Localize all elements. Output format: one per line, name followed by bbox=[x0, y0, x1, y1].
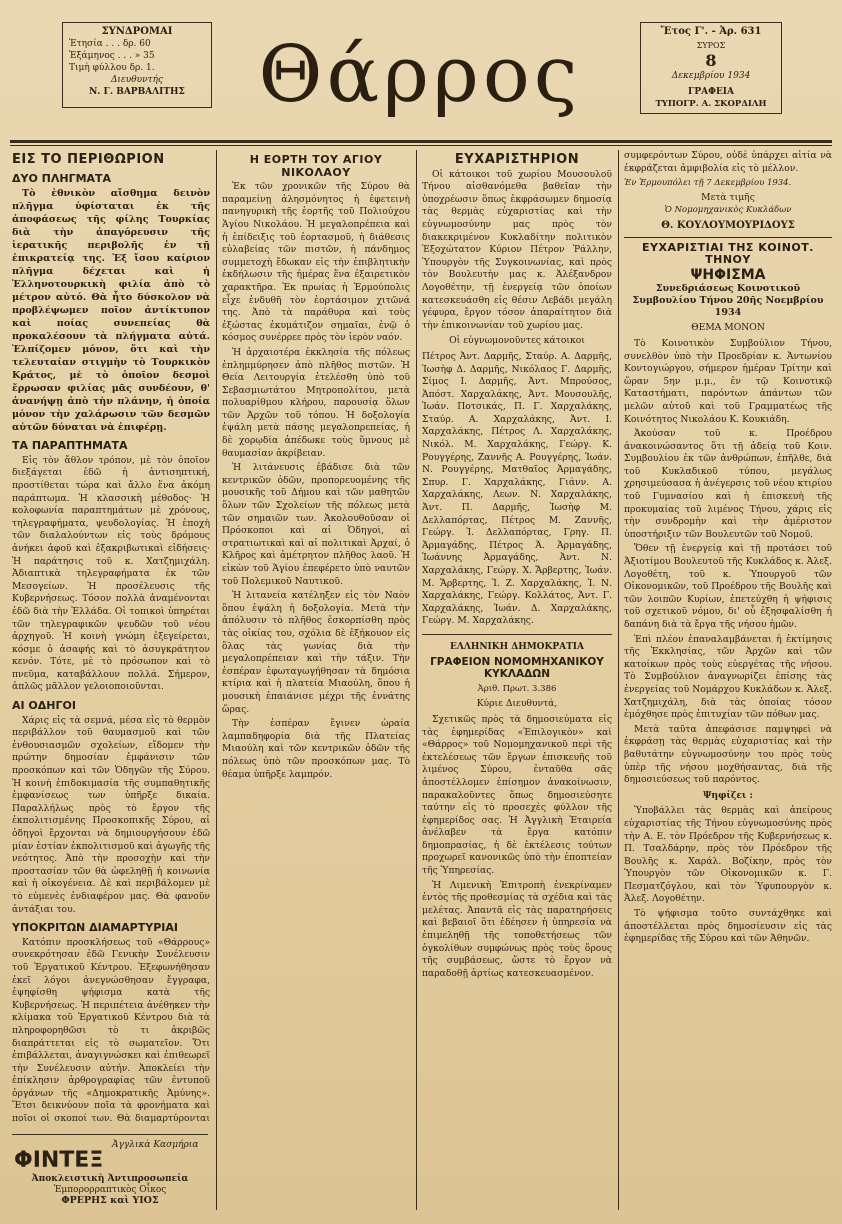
signatories-label: Οἱ εὐγνωμονοῦντες κάτοικοι bbox=[449, 335, 585, 347]
office-label: ΓΡΑΦΕΙΑ bbox=[687, 87, 735, 97]
signature-label: Μετὰ τιμῆς bbox=[701, 191, 755, 203]
column-4 bbox=[624, 150, 832, 1210]
ad-line-4: ΦΡΕΡΗΣ καὶ ΥΙΟΣ bbox=[61, 1195, 159, 1206]
topic-label: ΘΕΜΑ ΜΟΝΟΝ bbox=[691, 322, 765, 334]
column-4-heading: ΕΥΧΑΡΙΣΤΙΑΙ ΤΗΣ ΚΟΙΝΟΤ. ΤΗΝΟΥ bbox=[642, 240, 814, 267]
article-paragraph: Ἡ Λιμενικὴ Ἐπιτροπὴ ἐνεκρίναμεν ἐντὸς τῆς προθεσμίας τὰ σχέδια καὶ τὰς μελέτας. Ἀπαντᾶ εἰς τὰς παρατηρήσεις καὶ βεβαιοῖ ὅτι ἐδέησεν ἡ ὑπηρεσία νὰ ἐπιμεληθῇ τῆς τοποθετήσεως τῶν ὀγκολίθων συμφώνως πρὸς τοὺς ὅρους τῆς συμβάσεως, ὥστε τὸ ἔργον νὰ παραδοθῇ ἀρτίως κατεσκευασμένον. bbox=[422, 879, 612, 979]
article-paragraph: Τὴν ἑσπέραν ἔγινεν ὡραία λαμπαδηφορία διὰ τῆς Πλατείας Μιαούλη καὶ τῶν κεντρικῶν ὁδῶν τῆς πόλεως ὑπὸ τῶν προσκόπων μας. Τὸ θέαμα ὑπῆρξε λαμπρόν. bbox=[222, 718, 410, 780]
section-body: Εἰς τὸν ἄθλον τρόπον, μὲ τὸν ὁποῖον διεξάγεται ἐδῶ ἡ ἀντισηπτική, προστίθεται τώρα καὶ ἄλλο ἕνα ἀκόμη παράπτωμα. Ἡ κλασσικὴ μέθοδος· Ἡ κολοφωνία παραπτημάτων μὲ χρόνους, τηλεγραφήματα, ψευδολογίας. Ἡ ἐποχὴ τῶν διαλαλούντων εἰς τοὺς δρόμους ἀνήκει ἀφοῦ καὶ ἐξακριβωτικαὶ εἰδήσεις· Ἡ παράτησις τοῦ κ. Χατζημιχάλη. Ἀδιαπτικὰ τηλεγραφήματα ἐκ τῶν Μεσογείων. Ἡ προσέλευσις τῆς Κυβερνήσεως. Τόσον πολλὰ ἀναμένονται ἐδῶ διὰ τὴν Ἑλλάδα. Οἱ τοπικοὶ ὑπηρέται τῶν τηλεγραφικῶν ψευδῶν τοῦ νέου ἀρχηγοῦ. Ἡ κοινὴ γνώμη ἐξεγείρεται, κόσμε ὁ ἀσαφής καὶ τὸ ἀσυγκράτητον κενόν. Τότε, μὲ τὸ πρόσωπον καὶ τὸ πνεῦμα, καταβάλλουν πολλά. Σήμερον, ἀπλῶς μᾶλλον γελοιοποιοῦνται. bbox=[12, 454, 210, 693]
article-paragraph: Οἱ κάτοικοι τοῦ χωρίου Μουσουλοῦ Τήνου αἰσθανόμεθα βαθεῖαν τὴν ὑποχρέωσιν ὅπως ἐκφράσωμεν δημοσίᾳ τὰς θερμὰς εὐχαριστίας καὶ τὴν εὐγνωμοσύνην μας πρὸς τὸν διακεκριμένον Κυκλαδίτην πολιτικὸν Ἐξοχώτατον Κύριον Πέτρον Ῥάλλην, Ὑπουργὸν τῆς Συγκοινωνίας, καὶ πρὸς τὸν Βουλευτὴν μας κ. Ἀλέξανδρον Λογοθέτην, τῇ ἐνεργείᾳ τῶν ὁποίων κατεσκευάσθη εἰς θέσιν Λεβάδι μεγάλη γέφυρα, ἔργον τόσον ἀπαραίτητον διὰ τὴν ἐπικοινωνίαν τοῦ χωρίου μας. bbox=[422, 168, 612, 331]
printer-name: ΤΥΠΟΓΡ. Α. ΣΚΟΡΔΙΛΗ bbox=[655, 99, 767, 109]
ad-line-2: Ἀποκλειστικὴ Ἀντιπροσωπεία bbox=[31, 1174, 189, 1184]
column-2-heading: Η ΕΟΡΤΗ ΤΟΥ ΑΓΙΟΥ ΝΙΚΟΛΑΟΥ bbox=[249, 153, 383, 179]
section-title: ΥΠΟΚΡΙΤΩΝ ΔΙΑΜΑΡΤΥΡΙΑΙ bbox=[12, 921, 178, 935]
article-paragraph: Τὸ ψήφισμα τοῦτο συντάχθηκε καὶ ἀποστέλλεται πρὸς δημοσίευσιν εἰς τὰς ἐφημερίδας τῆς Σύρου καὶ τῶν Ἀθηνῶν. bbox=[624, 908, 832, 945]
section-title: ΑΙ ΟΔΗΓΟΙ bbox=[12, 699, 76, 713]
director-label: Διευθυντής bbox=[110, 75, 164, 85]
issue-day: 8 bbox=[705, 51, 717, 70]
article-paragraph: συμφερόντων Σύρου, οὐδὲ ὑπάρχει αἰτία νὰ ἐκφράζεται ἀμφιβολία εἰς τὸ μέλλον. bbox=[624, 150, 832, 174]
article-paragraph: Ὑποβάλλει τὰς θερμὰς καὶ ἀπείρους εὐχαριστίας τῆς Τήνου εὐγνωμοσύνης πρὸς τὴν Α. Ε. τὸν Πρόεδρον τῆς Κυβερνήσεως κ. Π. Τσαλδάρην, πρὸς τὸν Πρόεδρον τῆς Βουλῆς κ. Χαράλ. Βοζίκην, πρὸς τὸν Ὑπουργὸν τῶν Οἰκονομικῶν κ. Γ. Πεσματζόγλου, καὶ τὸν Ὑφυπουργὸν κ. Ἀλεξ. Λογοθέτην. bbox=[624, 805, 832, 905]
dateline: Ἐν Ἑρμουπόλει τῇ 7 Δεκεμβρίου 1934. bbox=[624, 178, 792, 189]
vote-heading: ΨΗΦΙΣΜΑ bbox=[690, 266, 766, 283]
signature-name: Θ. ΚΟΥΛΟΥΜΟΥΡΙΔΟΥΣ bbox=[661, 219, 795, 231]
issue-date: Δεκεμβρίου 1934 bbox=[671, 71, 751, 81]
article-paragraph: Τὸ Κοινοτικὸν Συμβούλιον Τήνου, συνελθὸν ὑπὸ τὴν Προεδρίαν κ. Ἀντωνίου Κοντογιώργου, σήμερον ἡμέραν Τρίτην καὶ ὥραν 5ην μ.μ., ἐν τῷ Κοινοτικῷ Καταστήματι, παρόντων ἁπάντων τῶν μελῶν αὐτοῦ καὶ τοῦ Γραμματέως τῆς Κοινότητος Νικολάου Κ. Κουκιάδη. bbox=[624, 337, 832, 425]
column-1 bbox=[12, 150, 210, 1125]
masthead-title: Θάρρος bbox=[258, 30, 582, 120]
article-paragraph: Ἡ λιτανεία κατέληξεν εἰς τὸν Ναὸν ὅπου ἐψάλη ἡ δοξολογία. Μετὰ τὴν ἀπόλυσιν τὸ πλῆθος ἐσκορπίσθη πρὸς τὰς οἰκίας του, σχόλια δὲ ἐξήκουον εἰς ὅλας τὰς γωνίας διὰ τὴν μεγαλοπρέπειαν καὶ τὴν τάξιν. Τὴν ἑσπέραν ἐφωταγωγήθησαν τὰ δημόσια κτίρια καὶ ἡ πλατεία Μιαούλη, ὅπου ἡ μουσικὴ ἐπαιάνισε μέχρι τῆς ἐννάτης ὥρας. bbox=[222, 590, 410, 715]
article-paragraph: Ἐκ τῶν χρονικῶν τῆς Σύρου θὰ παραμείνῃ ἀλησμόνητος ἡ ἐφετεινὴ πανηγυρικὴ τῆς ἑορτῆς τοῦ Πολιούχου Ἁγίου Νικολάου. Ἡ μεγαλοπρέπεια καὶ ἡ ἐπίδειξις τοῦ ἑορτασμοῦ, ἡ διάθεσις εὐλαβείας τῶν πιστῶν, ἡ πάνδημος συμμετοχὴ ἔδωκαν εἰς τὴν ἐπιβλητικὴν ἐκδήλωσιν τῆς ἡμέρας ἕνα ἐξαιρετικὸν χαρακτῆρα. Ἐκ πρωίας ἡ Ἑρμούπολις εἶχε ἐνδυθῆ τὸν ἑορτάσιμον χιτῶνά της. Ἀπὸ τὰ παράθυρα καὶ τοὺς ἐξώστας ἐκυμάτιζον σημαῖαι, ἐνῷ ὁ κόσμος συνέρρεε πρὸς τὸν ἱερὸν ναόν. bbox=[222, 181, 410, 344]
issue-box bbox=[640, 22, 782, 114]
article-paragraph: Ἡ λιτάνευσις ἐβάδισε διὰ τῶν κεντρικῶν ὁδῶν, προπορευομένης τῆς μουσικῆς τοῦ Δήμου καὶ τῶν μαθητῶν ὅλων τῶν Σχολείων τῆς πόλεως μετὰ τῶν σημαιῶν των. Ἀκολουθοῦσαν οἱ Πρόσκοποι καὶ αἱ Ὁδηγοὶ, αἱ στρατιωτικαὶ καὶ αἱ πολιτικαὶ Ἀρχαί, ὁ Κλῆρος καὶ ἀμέτρητον πλῆθος λαοῦ. Ἡ εἰκὼν τοῦ Ἁγίου ἐπεφέρετο ὑπὸ ναυτῶν τοῦ Πολεμικοῦ Ναυτικοῦ. bbox=[222, 462, 410, 587]
column-divider bbox=[216, 150, 217, 1210]
ad-line-3: Ἐμπορορραπτικὸς Οἶκος bbox=[53, 1185, 167, 1195]
column-divider bbox=[618, 150, 619, 1210]
article-rule bbox=[422, 634, 612, 635]
article-kicker: ΕΛΛΗΝΙΚΗ ΔΗΜΟΚΡΑΤΙΑ bbox=[450, 641, 584, 652]
article-paragraph: Ὅθεν τῇ ἐνεργείᾳ καὶ τῇ προτάσει τοῦ Ἀξιοτίμου Βουλευτοῦ τῆς Κυκλάδος κ. Ἀλεξ. Λογοθέτη, τοῦ κ. Ὑπουργοῦ τῶν Οἰκονομικῶν, τοῦ Προέδρου τῆς Βουλῆς καὶ τῶν λοιπῶν Κυρίων, ἐπετεύχθη ἡ ψήφισις τοῦ σχετικοῦ νόμου, δι' οὗ ἐξησφαλίσθη ἡ δαπάνη διὰ τὰ ἔργα τῆς νήσου ἡμῶν. bbox=[624, 543, 832, 630]
article-paragraph: Μετὰ ταῦτα ἀπεφάσισε παμψηφεὶ νὰ ἐκφράσῃ τὰς θερμὰς εὐχαριστίας καὶ τὴν βαθυτάτην εὐγνωμοσύνην του πρὸς τοὺς ὑπὲρ τῆς νήσου μοχθήσαντας, διὰ τῆς δημοσιεύσεως τοῦ παρόντος. bbox=[624, 723, 832, 786]
article-paragraph: Ἡ ἀρχαιοτέρα ἐκκλησία τῆς πόλεως ἐπλημμύρησεν ἀπὸ πλῆθος πιστῶν. Ἡ Θεία Λειτουργία ἐτελέσθη ὑπὸ τοῦ Σεβασμιωτάτου Μητροπολίτου, μετὰ πολυαρίθμου κλήρου, παρουσίᾳ ὅλων τῶν Ἀρχῶν τοῦ τόπου. Ἡ δοξολογία ἐψάλη μετὰ πάσης μεγαλοπρεπείας, ἡ δὲ χορῳδία ἀπέδωκε τοὺς ὕμνους μὲ θαυμασίαν ἀκρίβειαν. bbox=[222, 346, 410, 459]
subscription-single: Τιμὴ φύλλου δρ. 1. bbox=[69, 63, 155, 73]
subscription-title: ΣΥΝΔΡΟΜΑΙ bbox=[101, 26, 173, 37]
column-3-heading: ΕΥΧΑΡΙΣΤΗΡΙΟΝ bbox=[454, 152, 580, 167]
column-1-heading: ΕΙΣ ΤΟ ΠΕΡΙΘΩΡΙΟΝ bbox=[12, 152, 165, 167]
section-body: Τὸ ἐθνικὸν αἴσθημα δεινὸν πλῆγμα ὑφίσταται ἐκ τῆς ἀποφάσεως τῆς φίλης Τουρκίας διὰ τὴν ἀπαγόρευσιν τῆς ἱερατικῆς περιβολῆς ἐν τῇ ἐπικρατείᾳ της. Ἐξ ἴσου καίριον πλῆγμα δέχεται καὶ ἡ Ἑλληνοτουρκικὴ φιλία ἀπὸ τὸ μέτρον αὐτό. Θὰ ἦτο δύσκολον νὰ προβλέψωμεν ποῖον ἀντίκτυπον καὶ ποίας συνεπείας θὰ προκαλέσουν τὰ πλήγματα αὐτά. Ἐλπίζομεν μόνον, ὅτι καὶ τὴν τελευταίαν στιγμὴν τὸ Τουρκικὸν Κράτος, μὲ τὸ ὁποῖον δεσμοὶ ἔρρωσαν φιλίας μᾶς συνδέουν, θ' ἀνανήψῃ ἀπὸ τὴν πλάνην, ἡ ὁποία μόνον τὴν χαλάρωσιν τῶν δεσμῶν αὐτῶν δύναται νὰ ἐπιφέρῃ. bbox=[12, 188, 210, 434]
section-body: Χάρις εἰς τὰ σεμνά, μέσα εἰς τὸ θερμὸν περιβάλλον τοῦ θαυμασμοῦ καὶ τῶν ἐνθουσιασμῶν σχολείων, εἴδομεν τὴν πρώτην δημοσίαν ἐμφάνισιν τῶν προσκόπων καὶ τῶν Ὁδηγῶν τῆς Σύρου. Ἡ κοινὴ ἐπιδοκιμασία τῆς συμπαθητικῆς ἐμφανίσεως των ὑπῆρξε δικαία. Παραλλήλως πρὸς τὸ ἔργον τῆς ἐκπολιτισμένης Προσκοπικῆς Σύρου, αἱ ὁδηγοὶ ἔρχονται νὰ δημιουργήσουν ἐδῶ μίαν ἐστίαν ἐκπολιτισμοῦ καὶ ἀγωγῆς τῆς νεότητος. Ἀπὸ τὴν προσοχὴν καὶ τὴν προστασίαν τῶν θὰ ὠφεληθῇ ἡ κοινωνία καὶ ἡ οἰκογένεια. Δὲ καὶ περιβάλομεν μὲ τὸ εὐμενὲς ἐνδιαφέρον μας. Θὰ φανοῦν ἀντάξιαι του. bbox=[12, 714, 210, 915]
subscription-halfyear: Ἑξάμηνος . . . » 35 bbox=[69, 51, 155, 61]
article-rule bbox=[624, 237, 832, 238]
advertisement bbox=[12, 1134, 208, 1204]
director-name: Ν. Γ. ΒΑΡΒΑΛΙΤΗΣ bbox=[89, 87, 185, 97]
issue-number: Ἔτος Γ'. - Ἀρ. 631 bbox=[660, 26, 762, 37]
section-title: ΔΥΟ ΠΛΗΓΜΑΤΑ bbox=[12, 171, 112, 185]
signature-role: Ὁ Νομομηχανικὸς Κυκλάδων bbox=[664, 205, 792, 216]
reference-number: Ἀριθ. Πρωτ. 3.386 bbox=[477, 683, 557, 694]
section-title: ΤΑ ΠΑΡΑΠΤΗΜΑΤΑ bbox=[12, 439, 128, 453]
subscription-yearly: Ἐτησία . . . δρ. 60 bbox=[69, 39, 151, 49]
session-title: Συνεδριάσεως Κοινοτικοῦ Συμβουλίου Τήνου 20ῆς Νοεμβρίου 1934 bbox=[632, 283, 824, 319]
column-2 bbox=[222, 150, 410, 1210]
resolve-label: Ψηφίζει : bbox=[703, 789, 753, 801]
ad-rule bbox=[12, 1134, 208, 1135]
article-paragraph: Ἐπὶ πλέον ἐπαναλαμβάνεται ἡ ἐκτίμησις τῆς Ἐκκλησίας, τῶν Ἀρχῶν καὶ τῶν κατοίκων πρὸς τοὺς εὐεργέτας τῆς νήσου. Τὸ Συμβούλιον ἀναγνωρίζει ἐπίσης τὰς ἐνεργείας τοῦ Νομάρχου Κυκλάδων κ. Ἀλεξ. Χατζημιχάλη, διὰ τὰς ὁποίας τόσον ἐμόχθησε πρὸς ἐπιτυχίαν τῶν πόθων μας. bbox=[624, 633, 832, 721]
masthead-rule bbox=[10, 140, 832, 143]
article-heading: ΓΡΑΦΕΙΟΝ ΝΟΜΟΜΗΧΑΝΙΚΟΥ ΚΥΚΛΑΔΩΝ bbox=[430, 655, 604, 681]
ad-brand: ΦΙΝΤΕΞ bbox=[14, 1148, 104, 1173]
subscription-box bbox=[62, 22, 212, 108]
ad-line-1: Ἀγγλικὰ Κασμήρια bbox=[112, 1140, 199, 1150]
masthead-rule-thin bbox=[10, 145, 832, 146]
salutation: Κύριε Διευθυντά, bbox=[476, 698, 558, 710]
article-paragraph: Σχετικῶς πρὸς τὰ δημοσιεύματα εἰς τὰς ἐφημερίδας «Ἐπιλογικὸν» καὶ «Θάρρος» τοῦ Νομομηχανικοῦ περὶ τῆς ἐκτελέσεως τῶν ἔργων ἐπισκευῆς τοῦ λιμένος Σύρου, ἐνταῦθα σᾶς ἀποστέλλομεν ἐπίσημον ἀνακοίνωσιν, παρακαλοῦντες ὅπως δημοσιεύσητε ταύτην εἰς τὸ προσεχὲς φύλλον τῆς ἐφημερίδος σας. Ἡ Ἀγγλικὴ Ἑταιρεία ἀνέλαβεν τὰ ἔργα κατόπιν δημοπρασίας, ἡ δὲ ἐκτέλεσις τούτων προχωρεῖ κανονικῶς ὑπὸ τὴν ἐποπτείαν τῆς Ὑπηρεσίας. bbox=[422, 713, 612, 877]
signatories-list: Πέτρος Ἀντ. Δαρμῆς, Σταύρ. Α. Δαρμῆς, Ἰωσὴφ Δ. Δαρμῆς, Νικόλαος Γ. Δαρμῆς, Σίμος Ι. Δαρμῆς, Ἀντ. Μπρούσος, Ἀπόστ. Χαρχαλάκης, Ἀντ. Μουσουλῆς, Ἰωάν. Ποτσικάς, Π. Γ. Χαρχαλάκης, Σταύρ. Α. Χαρχαλάκης, Ἀντ. Ι. Χαρχαλάκης, Πέτρος Λ. Χαρχαλάκης, Νικόλ. Μ. Χαρχαλάκης, Γεώργ. Κ. Ρουγγέρης, Ζαννῆς Α. Ρουγγέρης, Ἰωάν. Ν. Ρουγγέρης, Ματθαῖος Ἀρμαγάδης, Σπυρ. Γ. Χαρχαλάκης, Γιάνν. Α. Χαρχαλάκης, Λεων. Ν. Χαρχαλάκης, Ἀντ. Π. Δαρμῆς, Ἰωσὴφ Μ. Δελλαπόρτας, Πέτρος Μ. Ζαννῆς, Γεώργ. Ἰ. Δελλαπόρτας, Γρηγ. Π. Ἀρμαγάδης, Πέτρος Ἀ. Ἀρμαγάδης, Ἰωάννης Ἀρμαγάδης, Ἀντ. Ν. Χαρχαλάκης, Γεώργ. Χ. Ἄρβερτης, Ἰωάν. Μ. Ἄρβερτης, Ἰ. Ζ. Χαρχαλάκης, Ἰ. Ν. Χαρχαλάκης, Γεώργ. Κολλάτος, Ἀντ. Γ. Χαρχαλάκης, Ἰωάν. Δ. Χαρχαλάκης, Γεώργ. Μ. Χαρχαλάκης. bbox=[422, 350, 612, 627]
column-divider bbox=[416, 150, 417, 1210]
article-paragraph: Ἀκούσαν τοῦ κ. Προέδρου ἀνακοινώσαντος ὅτι τῇ ἀδείᾳ τοῦ Κοιν. Συμβουλίου ἐκ τῶν ἀνθρώπων, ἐπῆλθε, διὰ τοῦ Κυκλαδικοῦ τύπου, μεγάλως χρησιμεύσασα ἡ ἀνέγερσις τοῦ νέου κτιρίου τοῦ Γυμνασίου καὶ ἡ ἐπισκευὴ τῆς προκυμαίας τοῦ λιμένος Τήνου, χάρις εἰς τὴν συνδρομὴν καὶ τὴν ἀμέριστον ὑποστήριξιν τῶν Βουλευτῶν τοῦ Νομοῦ. bbox=[624, 428, 832, 540]
section-body: Κατόπιν προσκλήσεως τοῦ «Θάρρους» συνεκρότησαν ἐδῶ Γενικὴν Συνέλευσιν τοῦ Ἐργατικοῦ Κέντρου. Ἐξεφωνήθησαν ἐκεῖ λόγοι ἀνεγνώσθησαν ἔγγραφα, ἐψηφίσθη ψήφισμα κατὰ τῆς Κυβερνήσεως. Ἡ περιπέτεια ἀνέθηκεν τὴν κλίμακα τοῦ Ἐργατικοῦ Κέντρου διὰ τὰ πληροφορηθῶσι τὸ τι ἀκριβῶς διαπράττεται εἰς τὸ σωματεῖον. Ὅτι ἐπιβάλλεται, ἀναγιγνώσκει καὶ ἐπιθεωρεῖ τὴν Συνέλευσιν αὐτήν. Ἀποκλείει τὴν ἐπίκλησιν ἀρθρογραφίας τῶν ἐντυποῦ ὀργάνων τῆς «Δημοκρατικῆς Ἀμύνης». Ἔτσι δεικνύουν ποῖα τὰ φρονήματα καὶ ποῖοι οἱ σκοποί των. Θὰ διαμαρτύρονται bbox=[12, 936, 210, 1125]
issue-city: ΣΥΡΟΣ bbox=[696, 41, 726, 50]
column-3 bbox=[422, 150, 612, 1210]
